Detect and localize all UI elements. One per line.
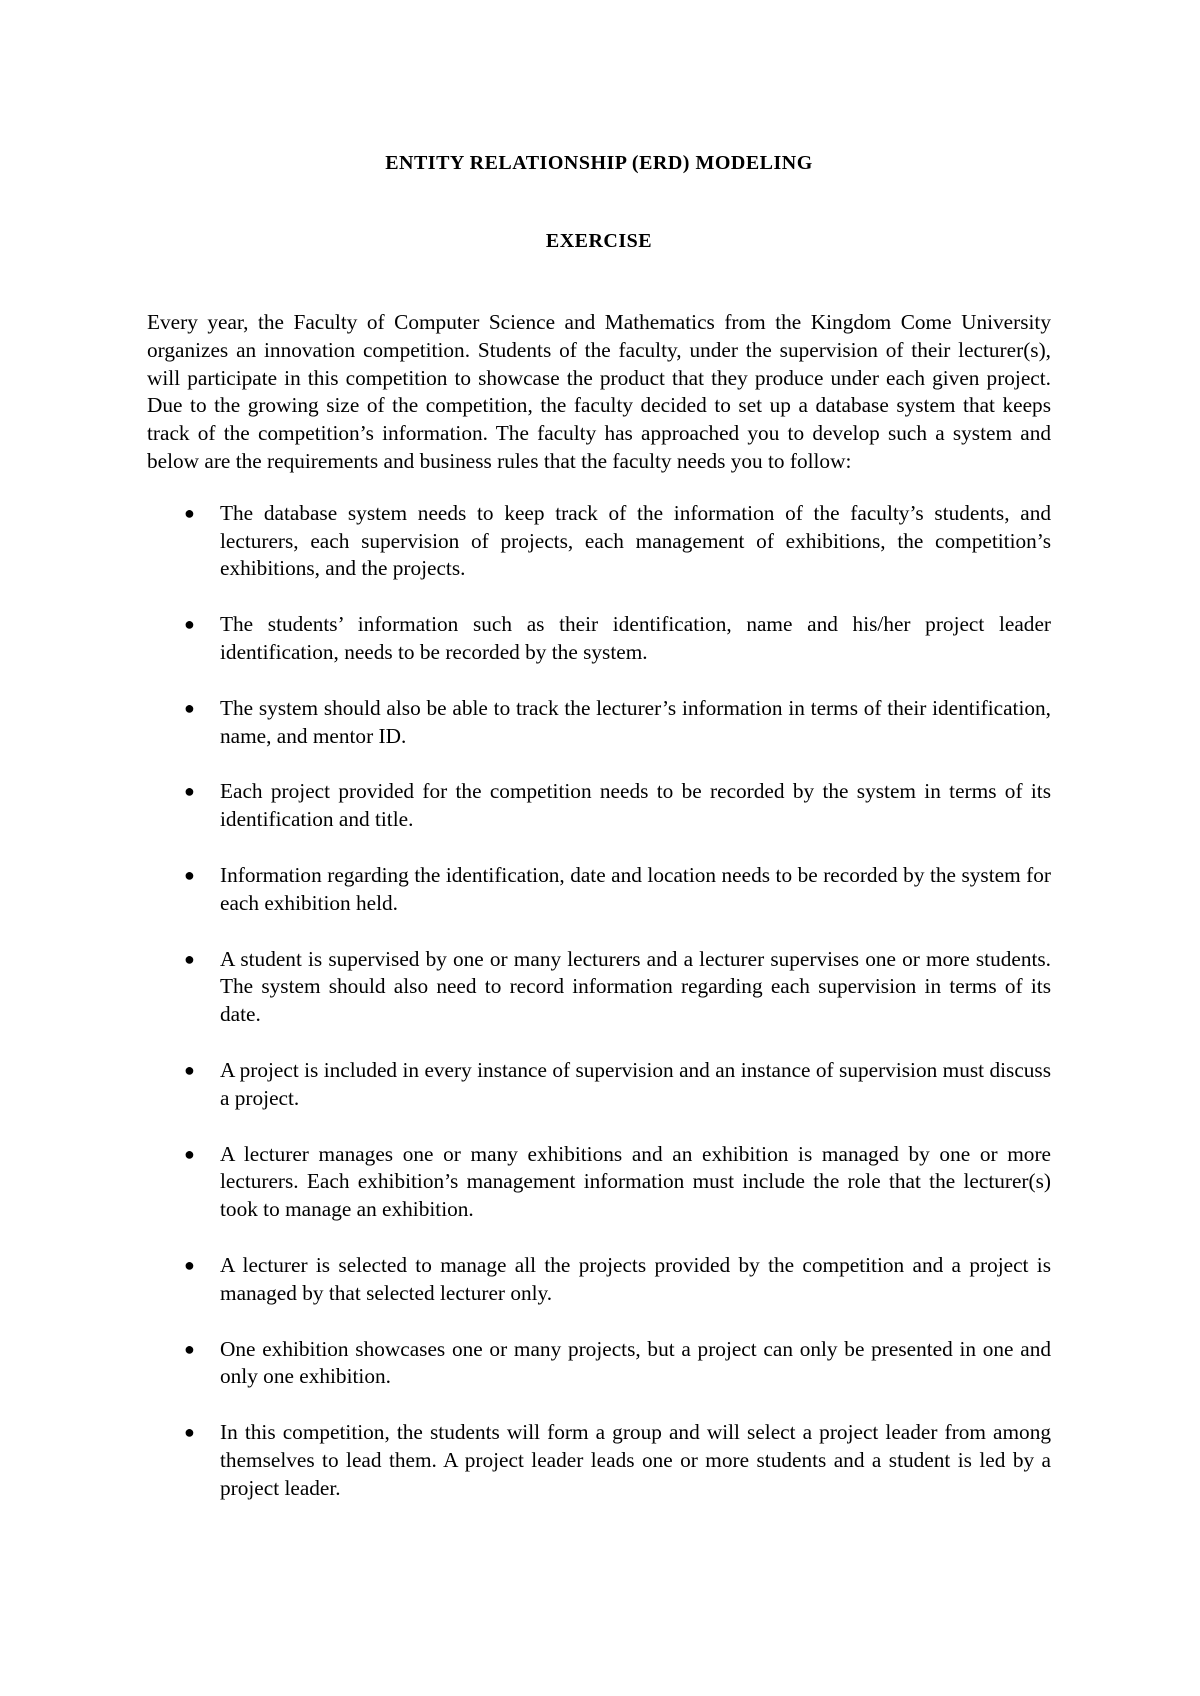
requirement-text: A student is supervised by one or many lecturers and a lecturer supervises one or more students. The system should also need to record information regarding each supervision in terms of its date.	[220, 946, 1051, 1027]
requirement-item	[147, 695, 1051, 751]
document-page	[147, 140, 1051, 1531]
requirements-list	[147, 500, 1051, 1503]
bullet-icon: ●	[184, 1422, 195, 1443]
requirement-item	[147, 611, 1051, 667]
bullet-icon: ●	[184, 1254, 195, 1275]
requirement-item	[147, 1419, 1051, 1502]
requirement-item	[147, 862, 1051, 918]
bullet-icon: ●	[184, 864, 195, 885]
bullet-icon: ●	[184, 948, 195, 969]
requirement-item	[147, 1336, 1051, 1392]
requirement-item	[147, 946, 1051, 1029]
requirement-text: A lecturer is selected to manage all the projects provided by the competition and a project is managed by that selected lecturer only.	[220, 1252, 1051, 1305]
requirement-item	[147, 778, 1051, 834]
bullet-icon: ●	[184, 502, 195, 523]
requirement-text: The students’ information such as their identification, name and his/her project leader identification, needs to be recorded by the system.	[220, 612, 1051, 664]
bullet-icon: ●	[184, 614, 195, 635]
bullet-icon: ●	[184, 697, 195, 718]
requirement-text: The database system needs to keep track of the information of the faculty’s students, and lecturers, each supervision of projects, each management of exhibitions, the competition’s exhibitions, and the projects.	[220, 500, 1051, 581]
requirement-text: In this competition, the students will form a group and will select a project leader from among themselves to lead them. A project leader leads one or more students and a student is led by a project leader.	[220, 1420, 1051, 1500]
requirement-text: Each project provided for the competition needs to be recorded by the system in terms of its identification and title.	[220, 779, 1051, 832]
bullet-icon: ●	[184, 1143, 195, 1164]
bullet-icon: ●	[184, 1059, 195, 1080]
requirement-text: Information regarding the identification, date and location needs to be recorded by the system for each exhibition held.	[220, 862, 1051, 915]
requirement-text: One exhibition showcases one or many projects, but a project can only be presented in one and only one exhibition.	[220, 1336, 1051, 1389]
requirement-text: A project is included in every instance of supervision and an instance of supervision must discuss a project.	[220, 1057, 1051, 1110]
document-title: ENTITY RELATIONSHIP (ERD) MODELING	[385, 152, 813, 174]
requirement-text: A lecturer manages one or many exhibitions and an exhibition is managed by one or more lecturers. Each exhibition’s management information must include the role that the lecturer(s) took to manage an exhibition.	[220, 1141, 1051, 1222]
document-subtitle: EXERCISE	[545, 230, 653, 252]
requirement-item	[147, 1057, 1051, 1113]
intro-paragraph: Every year, the Faculty of Computer Science and Mathematics from the Kingdom Come University organizes an innovation competition. Students of the faculty, under the supervision of their lecturer(s), will participate in this competition to showcase the product that they produce under each given project. Due to the growing size of the competition, the faculty decided to set up a database system that keeps track of the competition’s information. The faculty has approached you to develop such a system and below are the requirements and business rules that the faculty needs you to follow:	[147, 310, 1051, 473]
requirement-item	[147, 1252, 1051, 1308]
requirement-text: The system should also be able to track the lecturer’s information in terms of their identification, name, and mentor ID.	[220, 695, 1051, 748]
requirement-item	[147, 500, 1051, 583]
bullet-icon: ●	[184, 781, 195, 802]
bullet-icon: ●	[184, 1338, 195, 1359]
requirement-item	[147, 1141, 1051, 1224]
